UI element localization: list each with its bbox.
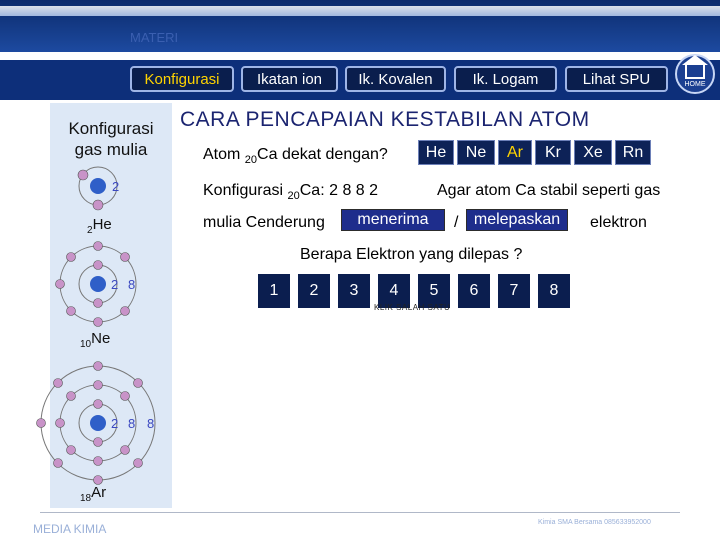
footer-divider (40, 512, 680, 513)
agar-text: Agar atom Ca stabil seperti gas (437, 182, 661, 199)
question-electrons: Berapa Elektron yang dilepas ? (300, 246, 523, 263)
footer-right: Kimia SMA Bersama 085633952000 (538, 519, 651, 526)
svg-text:8: 8 (128, 277, 136, 292)
footer-left: MEDIA KIMIA (33, 522, 107, 536)
page-heading: CARA PENCAPAIAN KESTABILAN ATOM (180, 108, 590, 131)
answer-6[interactable]: 6 (458, 274, 490, 308)
choice-menerima[interactable]: menerima (341, 209, 445, 231)
home-label: HOME (684, 81, 706, 88)
banner-title: MATERI (130, 30, 179, 45)
helium-atom (78, 167, 119, 210)
element-ne[interactable]: Ne (457, 140, 495, 165)
svg-text:8: 8 (128, 416, 136, 431)
slash-text: / (454, 214, 459, 231)
question-atom: Atom $_{20}$Ca dekat dengan? (203, 146, 388, 167)
answer-1[interactable]: 1 (258, 274, 290, 308)
nav-ik-kovalen[interactable]: Ik. Kovalen (345, 66, 446, 92)
helium-label: $_2$He (87, 216, 112, 236)
nav-ik-logam[interactable]: Ik. Logam (454, 66, 557, 92)
svg-text:8: 8 (147, 416, 155, 431)
neon-atom (56, 242, 137, 327)
neon-label: $_{10}$Ne (80, 330, 111, 350)
nav-konfigurasi[interactable]: Konfigurasi (130, 66, 234, 92)
answer-2[interactable]: 2 (298, 274, 330, 308)
argon-label: $_{18}$Ar (80, 484, 107, 504)
nav-lihat-spu[interactable]: Lihat SPU (565, 66, 668, 92)
svg-text:2: 2 (112, 179, 120, 194)
elektron-text: elektron (590, 214, 647, 231)
svg-text:2: 2 (111, 277, 119, 292)
argon-atom (37, 362, 156, 485)
choice-melepaskan[interactable]: melepaskan (466, 209, 568, 231)
element-ar[interactable]: Ar (498, 140, 532, 165)
answer-7[interactable]: 7 (498, 274, 530, 308)
svg-text:2: 2 (111, 416, 119, 431)
cenderung-text: mulia Cenderung (203, 214, 325, 231)
config-text: Konfigurasi $_{20}$Ca: 2 8 8 2 (203, 182, 379, 203)
left-panel-title: Konfigurasi gas mulia (68, 119, 154, 159)
nav-ikatan-ion[interactable]: Ikatan ion (241, 66, 338, 92)
answer-4[interactable]: 4 (378, 274, 410, 308)
answer-3[interactable]: 3 (338, 274, 370, 308)
instruction-text: KLIK SALAH SATU (374, 303, 451, 312)
element-he[interactable]: He (418, 140, 454, 165)
element-kr[interactable]: Kr (535, 140, 571, 165)
answer-5[interactable]: 5 (418, 274, 450, 308)
element-xe[interactable]: Xe (574, 140, 612, 165)
answer-8[interactable]: 8 (538, 274, 570, 308)
element-rn[interactable]: Rn (615, 140, 651, 165)
